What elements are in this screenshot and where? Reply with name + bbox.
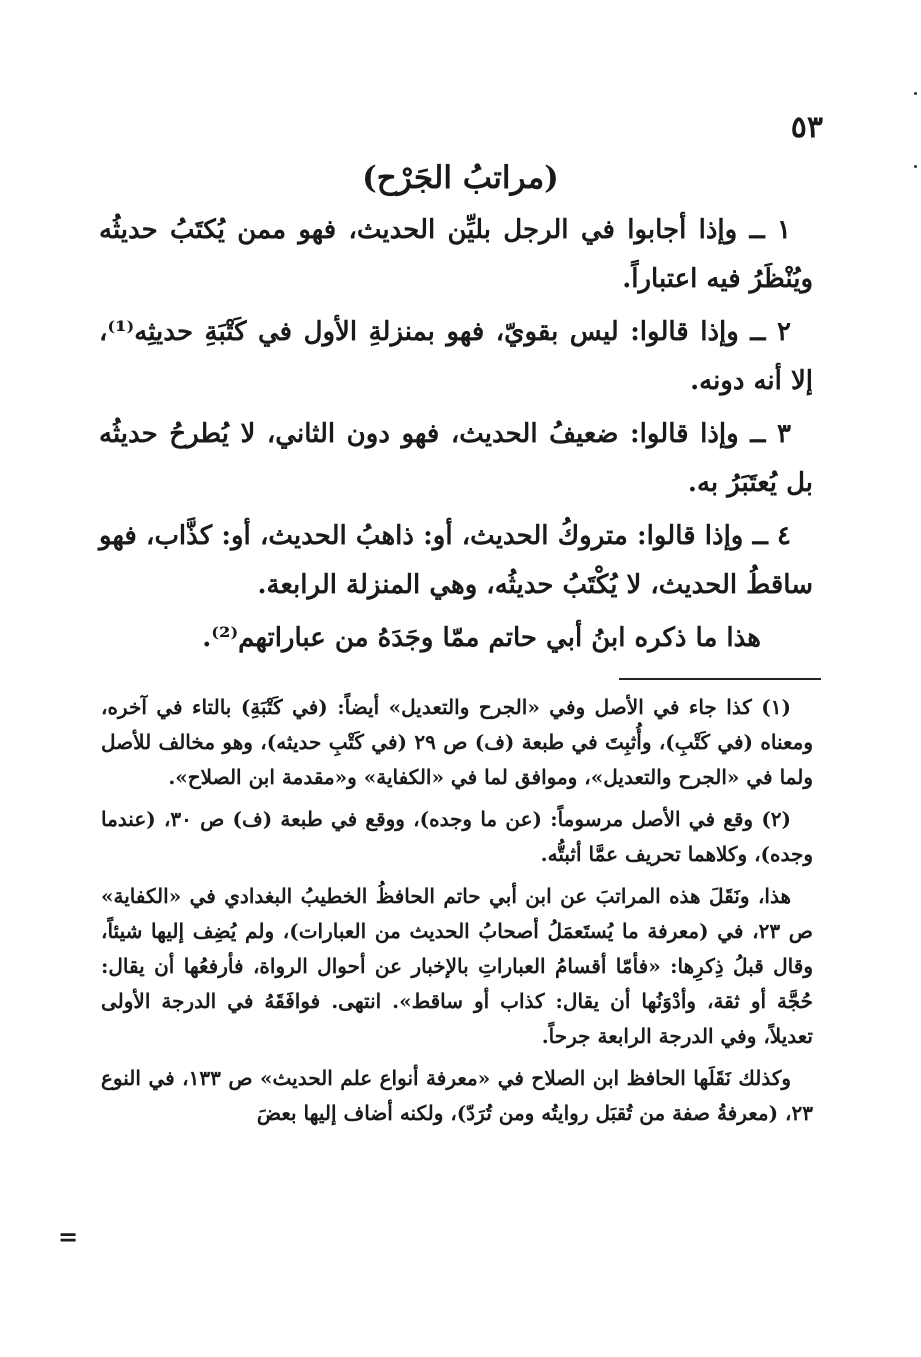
- section-heading: (مراتبُ الجَرْح): [362, 160, 559, 196]
- footnote-2: (٢) وقع في الأصل مرسوماً: (عن ما وجده)، ووقع في طبعة (ف) ص ٣٠، (عندما وجده)، وكلاهما تحريف عمَّا أثبتُّه.: [101, 807, 813, 866]
- footnote-separator: [619, 678, 821, 680]
- footnote-commentary-2: وكذلك نَقَلَها الحافظ ابن الصلاح في «معرفة أنواع علم الحديث» ص ١٣٣، في النوع ٢٣، (معرفةُ صفة من تُقبَل روايتُه ومن تُرَدّ)، ولكنه أضاف إليها بعضَ: [101, 1066, 813, 1125]
- page-number: ٥٣: [790, 110, 823, 145]
- scan-speck: [914, 165, 917, 168]
- footnote-commentary-1: هذا، ونَقَلَ هذه المراتبَ عن ابن أبي حاتم الحافظُ الخطيبُ البغدادي في «الكفاية» ص ٢٣، في (معرفة ما يُستَعمَلُ أصحابُ الحديث من العبارات)، ولم يُضِف إليها شيئاً، وقال قبلُ ذِكرِها: «فأمّا أقسامُ العباراتِ بالإخبار عن أحوال الرواة، فأرفعُها أن يقال: حُجَّة أو ثقة، وأدْوَنُها أن يقال: كذاب أو ساقط». انتهى. فوافَقَهُ في الدرجة الأولى تعديلاً، وفي الدرجة الرابعة جرحاً.: [101, 884, 813, 1048]
- closing-line: هذا ما ذكره ابنُ أبي حاتم ممّا وجَدَهُ من عباراتهم⁽²⁾.: [202, 623, 761, 653]
- continuation-mark: =: [58, 1222, 79, 1251]
- footnotes: [101, 690, 813, 1138]
- scan-speck: [914, 92, 917, 95]
- footnote-1: (١) كذا جاء في الأصل وفي «الجرح والتعديل» أيضاً: (في كَتْبَةِ) بالتاء في آخره، ومعناه (في كَتْبِ)، وأُثبِتَ في طبعة (ف) ص ٢٩ (في كَتْبِ حديثه)، وهو مخالف للأصل ولما في «الجرح والتعديل»، وموافق لما في «الكفاية» و«مقدمة ابن الصلاح».: [101, 695, 813, 789]
- paragraph-rank-3: ٣ ــ وإذا قالوا: ضعيفُ الحديث، فهو دون الثاني، لا يُطرحُ حديثُه بل يُعتَبَرُ به.: [99, 419, 813, 498]
- paragraph-rank-1: ١ ــ وإذا أجابوا في الرجل بليِّن الحديث، فهو ممن يُكتَبُ حديثُه ويُنْظَرُ فيه اعتباراً.: [99, 215, 813, 294]
- main-text: [99, 206, 813, 667]
- paragraph-rank-2: ٢ ــ وإذا قالوا: ليس بقويّ، فهو بمنزلةِ الأول في كَتْبَةِ حديثِه⁽¹⁾، إلا أنه دونه.: [99, 317, 813, 396]
- paragraph-rank-4: ٤ ــ وإذا قالوا: متروكُ الحديث، أو: ذاهبُ الحديث، أو: كذَّاب، فهو ساقطُ الحديث، لا يُكْتَبُ حديثُه، وهي المنزلة الرابعة.: [99, 521, 813, 600]
